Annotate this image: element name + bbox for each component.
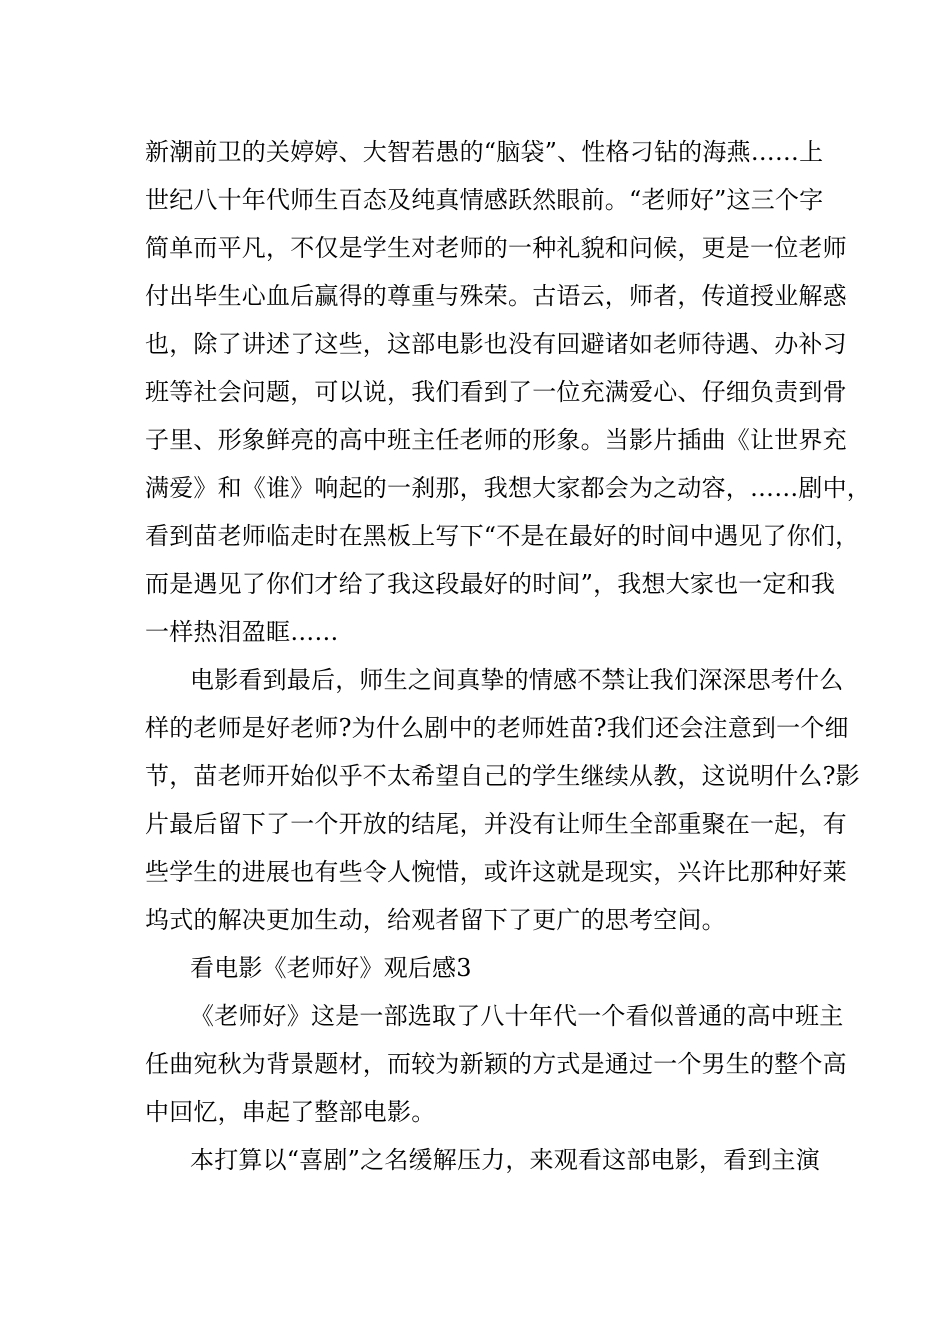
section-heading: 看电影《老师好》观后感3 bbox=[190, 954, 472, 982]
text-line: 新潮前卫的关婷婷、大智若愚的“脑袋”、性格刁钻的海燕……上 bbox=[145, 138, 824, 166]
text-line: 任曲宛秋为背景题材，而较为新颖的方式是通过一个男生的整个高 bbox=[145, 1050, 847, 1078]
text-line: 班等社会问题，可以说，我们看到了一位充满爱心、仔细负责到骨 bbox=[145, 378, 847, 406]
paragraph-first-line: 《老师好》这是一部选取了八十年代一个看似普通的高中班主 bbox=[190, 1002, 844, 1030]
text-line: 满爱》和《谁》响起的一刹那，我想大家都会为之动容，……剧中， bbox=[145, 474, 871, 502]
text-line: 付出毕生心血后赢得的尊重与殊荣。古语云，师者，传道授业解惑 bbox=[145, 282, 847, 310]
text-line: 一样热泪盈眶…… bbox=[145, 618, 339, 646]
text-line: 看到苗老师临走时在黑板上写下“不是在最好的时间中遇见了你们， bbox=[145, 522, 860, 550]
text-line: 些学生的进展也有些令人惋惜，或许这就是现实，兴许比那种好莱 bbox=[145, 858, 847, 886]
paragraph-first-line: 本打算以“喜剧”之名缓解压力，来观看这部电影，看到主演 bbox=[190, 1146, 820, 1174]
text-line: 节，苗老师开始似乎不太希望自己的学生继续从教，这说明什么?影 bbox=[145, 762, 860, 790]
text-line: 样的老师是好老师?为什么剧中的老师姓苗?我们还会注意到一个细 bbox=[145, 714, 849, 742]
text-line: 子里、形象鲜亮的高中班主任老师的形象。当影片插曲《让世界充 bbox=[145, 426, 847, 454]
text-line: 中回忆，串起了整部电影。 bbox=[145, 1098, 436, 1126]
paragraph-first-line: 电影看到最后，师生之间真挚的情感不禁让我们深深思考什么 bbox=[190, 666, 844, 694]
text-line: 坞式的解决更加生动，给观者留下了更广的思考空间。 bbox=[145, 906, 726, 934]
text-line: 世纪八十年代师生百态及纯真情感跃然眼前。“老师好”这三个字 bbox=[145, 186, 824, 214]
text-line: 片最后留下了一个开放的结尾，并没有让师生全部重聚在一起，有 bbox=[145, 810, 847, 838]
text-line: 简单而平凡，不仅是学生对老师的一种礼貌和问候，更是一位老师 bbox=[145, 234, 847, 262]
text-line: 也，除了讲述了这些，这部电影也没有回避诸如老师待遇、办补习 bbox=[145, 330, 847, 358]
text-line: 而是遇见了你们才给了我这段最好的时间”，我想大家也一定和我 bbox=[145, 570, 836, 598]
